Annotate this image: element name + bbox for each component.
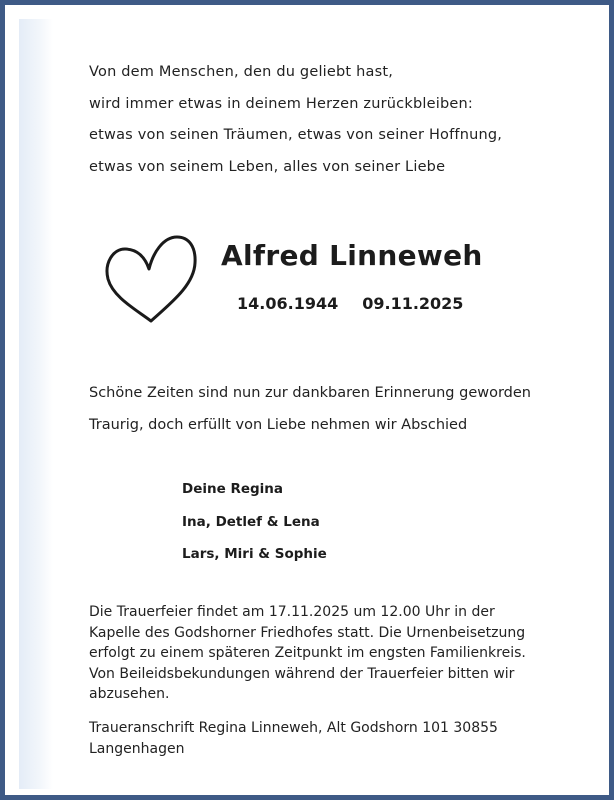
notice-line: Kapelle des Godshorner Friedhofes statt. Die Urnenbeisetzung: [89, 624, 526, 641]
poem-line: Von dem Menschen, den du geliebt hast,: [89, 64, 394, 80]
poem-line: etwas von seinem Leben, alles von seiner Liebe: [89, 158, 446, 175]
notice-line: erfolgt zu einem späteren Zeitpunkt im engsten Familienkreis.: [89, 645, 526, 661]
life-dates: [237, 294, 463, 313]
poem-line: etwas von seinen Träumen, etwas von seiner Hoffnung,: [89, 127, 503, 143]
deceased-name: Alfred Linneweh: [221, 239, 483, 272]
mourners-list: [182, 473, 327, 571]
farewell-line: Traurig, doch erfüllt von Liebe nehmen wir Abschied: [89, 417, 468, 433]
mourner-entry: Deine Regina: [182, 481, 284, 497]
notice-line: abzusehen.: [89, 686, 170, 702]
address-line: Langenhagen: [89, 740, 185, 757]
notice-line: Die Trauerfeier findet am 17.11.2025 um 12.00 Uhr in der: [89, 604, 495, 620]
mourner-entry: Lars, Miri & Sophie: [182, 546, 327, 562]
mourner-entry: Ina, Detlef & Lena: [182, 513, 320, 530]
farewell-line: Schöne Zeiten sind nun zur dankbaren Erinnerung geworden: [89, 385, 531, 401]
decorative-side-strip: [19, 19, 53, 789]
poem-block: [89, 57, 502, 183]
death-date: 09.11.2025: [362, 294, 464, 313]
poem-line: wird immer etwas in deinem Herzen zurückbleiben:: [89, 95, 473, 112]
address-line: Traueranschrift Regina Linneweh, Alt Godshorn 101 30855: [89, 720, 498, 736]
mourning-address: [89, 718, 498, 759]
farewell-block: [89, 377, 531, 441]
notice-line: Von Beileidsbekundungen während der Trauerfeier bitten wir: [89, 665, 515, 682]
heart-outline-icon: [105, 233, 197, 329]
funeral-notice: [89, 602, 559, 705]
birth-date: 14.06.1944: [237, 294, 339, 313]
